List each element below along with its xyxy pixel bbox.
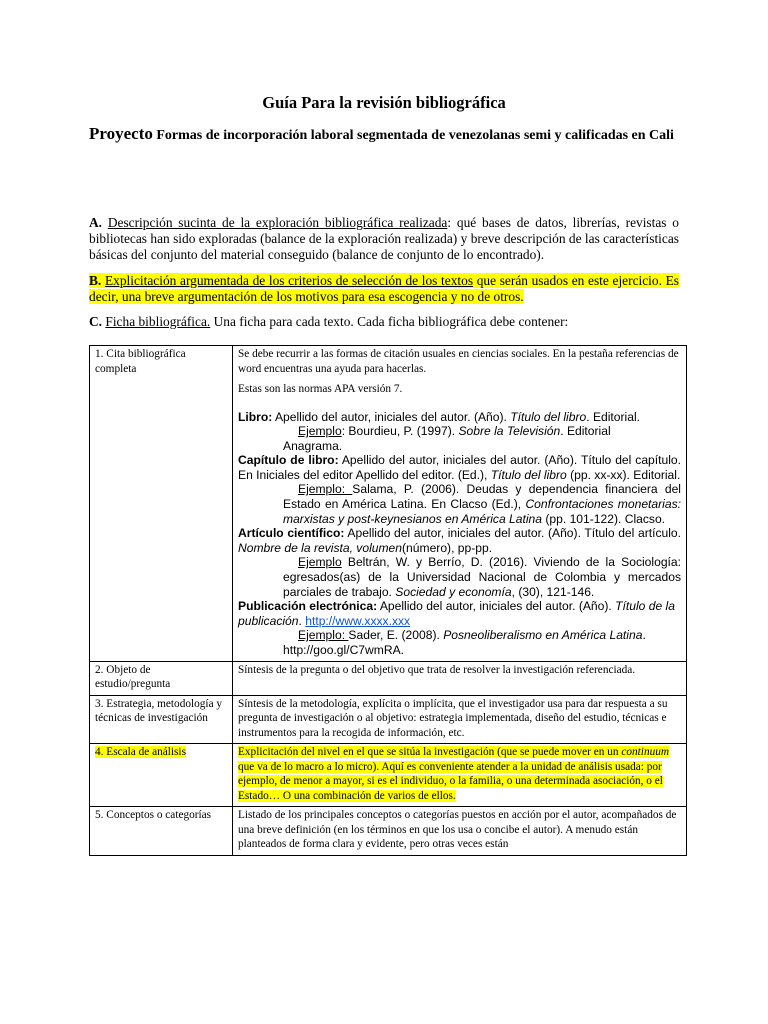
project-label: Proyecto — [89, 124, 153, 143]
row4-label: 4. Escala de análisis — [95, 746, 186, 759]
pub-dot: . — [298, 613, 306, 628]
ficha-table — [89, 345, 687, 856]
ej2-text-a: Salama, P. (2006). Deudas y dependencia financiera del Estado en América Latina. En Clacso (Ed.), — [283, 482, 681, 512]
pub-text: Apellido del autor, iniciales del autor. (Año). — [377, 599, 616, 614]
ejemplo-label-2: Ejemplo: — [298, 482, 353, 497]
art-end: (número), pp-pp. — [402, 540, 493, 555]
row1-intro: Se debe recurrir a las formas de citación usuales en ciencias sociales. En la pestaña referencias de word encuentras una ayuda para hacerlas. — [238, 348, 679, 375]
apa-examples — [238, 410, 681, 658]
art-title: Nombre de la revista, volumen — [238, 540, 403, 555]
section-b-heading: Explicitación argumentada de los criterios de selección de los textos — [104, 273, 474, 288]
capitulo-rule — [238, 453, 681, 482]
cap-title: Título del libro — [490, 467, 567, 482]
row2-label: 2. Objeto de estudio/pregunta — [90, 661, 233, 695]
section-c-letter: C. — [89, 314, 103, 329]
ej1-text-b: . Editorial — [560, 424, 611, 439]
section-c — [89, 314, 679, 330]
libro-end: . Editorial. — [586, 409, 641, 424]
section-b-text: que serán usados en este ejercicio. Es decir, una breve argumentación de los motivos para esa escogencia y no de otros. — [89, 273, 679, 304]
table-row — [90, 346, 687, 662]
ej1-title: Sobre la Televisión — [458, 424, 561, 439]
libro-example — [238, 424, 681, 453]
pub-label: Publicación electrónica: — [238, 599, 378, 614]
ejemplo-label-1: Ejemplo — [298, 424, 342, 439]
publication-link[interactable]: http://www.xxxx.xxx — [305, 613, 411, 628]
table-row — [90, 744, 687, 807]
row1-content — [233, 346, 687, 662]
section-b-letter: B. — [89, 273, 102, 288]
ej4-text-b: . http://goo.gl/C7wmRA. — [283, 628, 646, 657]
section-a-text: : qué bases de datos, librerías, revistas o bibliotecas han sido exploradas (balance de la exploración realizada) y breve descripción de las características básicas del conjunto del material conseguido (balance de conjunto de lo encontrado). — [89, 215, 679, 262]
row4-text-b: que va de lo macro a lo micro). Aquí es conveniente atender a la unidad de análisis usada: por ejemplo, de menor a mayor, si es el individuo, o la familia, o una determinada asociación, o el Estado… O una combinación de varios de ellos. — [238, 760, 663, 802]
table-row — [90, 695, 687, 744]
ej4-title: Posneoliberalismo en América Latina — [443, 628, 643, 643]
cap-text: Apellido del autor, iniciales del autor. (Año). Título del capítulo. En Iniciales del editor Apellido del editor. (Ed.), — [238, 453, 681, 482]
page-title: Guía Para la revisión bibliográfica — [262, 93, 506, 112]
section-a-letter: A. — [89, 215, 103, 230]
section-c-heading: Ficha bibliográfica. — [105, 314, 211, 329]
publicacion-example — [238, 628, 681, 657]
row1-label: 1. Cita bibliográfica completa — [90, 346, 233, 662]
ej2-text-b: (pp. 101-122). Clacso. — [542, 511, 666, 526]
ej3-text-b: , (30), 121-146. — [511, 584, 595, 599]
row5-label: 5. Conceptos o categorías — [90, 807, 233, 856]
art-text: Apellido del autor, iniciales del autor. (Año). Título del artículo. — [344, 526, 681, 541]
table-row — [90, 661, 687, 695]
ejemplo-label-3: Ejemplo — [298, 555, 342, 570]
row4-text-italic: continuum — [621, 746, 670, 759]
project-name: Formas de incorporación laboral segmentada de venezolanas semi y calificadas en Cali — [156, 128, 674, 143]
libro-text: Apellido del autor, iniciales del autor. (Año). — [272, 409, 511, 424]
row4-label-cell — [90, 744, 233, 807]
section-c-text: Una ficha para cada texto. Cada ficha bibliográfica debe contener: — [210, 314, 569, 329]
row2-content: Síntesis de la pregunta o del objetivo que trata de resolver la investigación referenciada. — [233, 661, 687, 695]
libro-title: Título del libro — [510, 409, 587, 424]
table-row — [90, 807, 687, 856]
pub-title: Título de la publicación — [238, 599, 675, 628]
ej1-text-a: : Bourdieu, P. (1997). — [341, 424, 459, 439]
row4-content — [233, 744, 687, 807]
articulo-example — [238, 555, 681, 599]
section-a-heading: Descripción sucinta de la exploración bibliográfica realizada — [107, 215, 448, 230]
cap-label: Capítulo de libro: — [238, 453, 339, 468]
ej1-text-c: Anagrama. — [283, 438, 343, 453]
ej2-title: Confrontaciones monetarias: marxistas y post-keynesianos en América Latina — [283, 497, 681, 526]
ej4-text-a: Sader, E. (2008). — [348, 628, 444, 643]
row5-content: Listado de los principales conceptos o categorías puestos en acción por el autor, acompañados de una breve definición (en los términos en que los usa o concibe el autor). A menudo están planteados de forma clara y evidente, pero otras veces están — [233, 807, 687, 856]
capitulo-example — [238, 482, 681, 526]
ej3-text-a: Beltrán, W. y Berrío, D. (2016). Viviendo de la Sociología: egresados(as) de la Universidad Nacional de Colombia y mercados parciales de trabajo. — [283, 555, 681, 599]
row4-text-a: Explicitación del nivel en el que se sitúa la investigación (que se puede mover en un — [238, 746, 622, 759]
ej3-title: Sociedad y economía — [395, 584, 512, 599]
articulo-rule — [238, 526, 681, 555]
libro-label: Libro: — [238, 409, 273, 424]
section-b — [89, 273, 679, 305]
row1-norms: Estas son las normas APA versión 7. — [238, 383, 403, 395]
section-a — [89, 215, 679, 263]
publicacion-rule — [238, 599, 681, 628]
row3-label: 3. Estrategia, metodología y técnicas de investigación — [90, 695, 233, 744]
art-label: Artículo científico: — [238, 526, 345, 541]
cap-end: (pp. xx-xx). Editorial. — [566, 467, 681, 482]
ejemplo-label-4: Ejemplo: — [298, 628, 349, 643]
libro-rule — [238, 410, 681, 425]
row3-content: Síntesis de la metodología, explícita o implícita, que el investigador usa para dar respuesta a su pregunta de investigación o al objetivo: estrategia implementada, diseño del estudio, técnicas e instrumentos para la recogida de información, etc. — [233, 695, 687, 744]
project-heading — [89, 123, 689, 147]
